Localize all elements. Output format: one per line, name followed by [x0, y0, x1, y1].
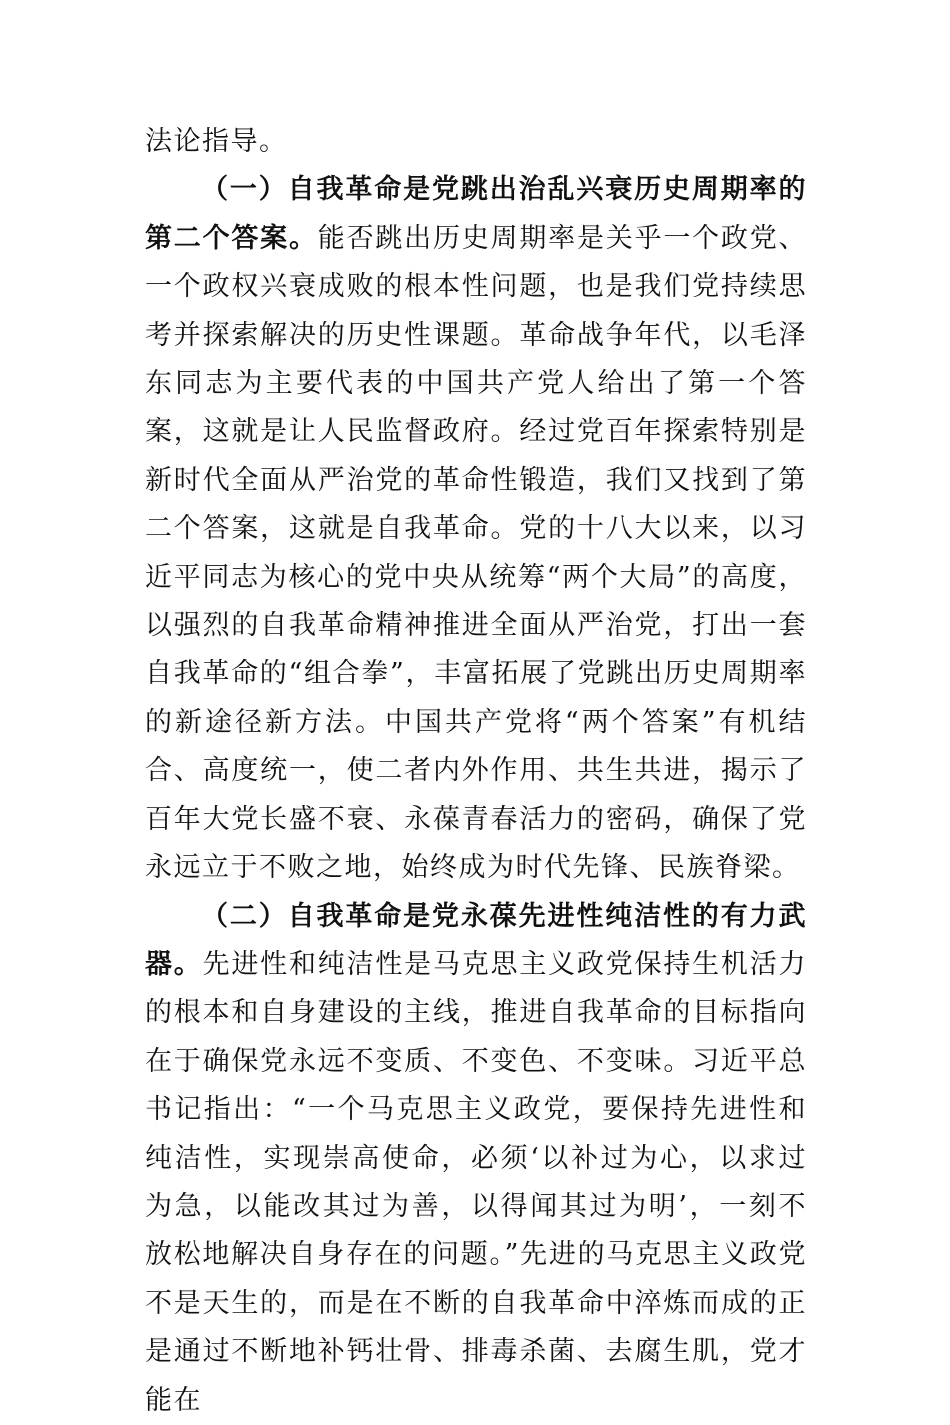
paragraph-text: 法论指导。: [145, 126, 288, 157]
section-heading: （一）自我革命是党跳出治乱兴衰历史周期率的第二个答案。: [145, 174, 807, 254]
section-heading: （二）自我革命是党永葆先进性纯洁性的有力武器。: [145, 900, 807, 980]
document-body: [145, 118, 807, 1425]
paragraph-text: 能否跳出历史周期率是关乎一个政党、一个政权兴衰成败的根本性问题，也是我们党持续思考并探索解决的历史性课题。革命战争年代，以毛泽东同志为主要代表的中国共产党人给出了第一个答案，这就是让人民监督政府。经过党百年探索特别是新时代全面从严治党的革命性锻造，我们又找到了第二个答案，这就是自我革命。党的十八大以来，以习近平同志为核心的党中央从统筹“两个大局”的高度，以强烈的自我革命精神推进全面从严治党，打出一套自我革命的“组合拳”，丰富拓展了党跳出历史周期率的新途径新方法。中国共产党将“两个答案”有机结合、高度统一，使二者内外作用、共生共进，揭示了百年大党长盛不衰、永葆青春活力的密码，确保了党永远立于不败之地，始终成为时代先锋、民族脊梁。: [145, 222, 808, 884]
paragraph-section-one: [145, 166, 807, 892]
paragraph-continuation: [145, 118, 807, 166]
paragraph-section-two: [145, 893, 807, 1425]
paragraph-text: 先进性和纯洁性是马克思主义政党保持生机活力的根本和自身建设的主线，推进自我革命的目标指向在于确保党永远不变质、不变色、不变味。习近平总书记指出：“一个马克思主义政党，要保持先进性和纯洁性，实现崇高使命，必须‘以补过为心，以求过为急，以能改其过为善，以得闻其过为明’，一刻不放松地解决自身存在的问题。”先进的马克思主义政党不是天生的，而是在不断的自我革命中淬炼而成的正是通过不断地补钙壮骨、排毒杀菌、去腐生肌，党才能在: [145, 948, 808, 1416]
